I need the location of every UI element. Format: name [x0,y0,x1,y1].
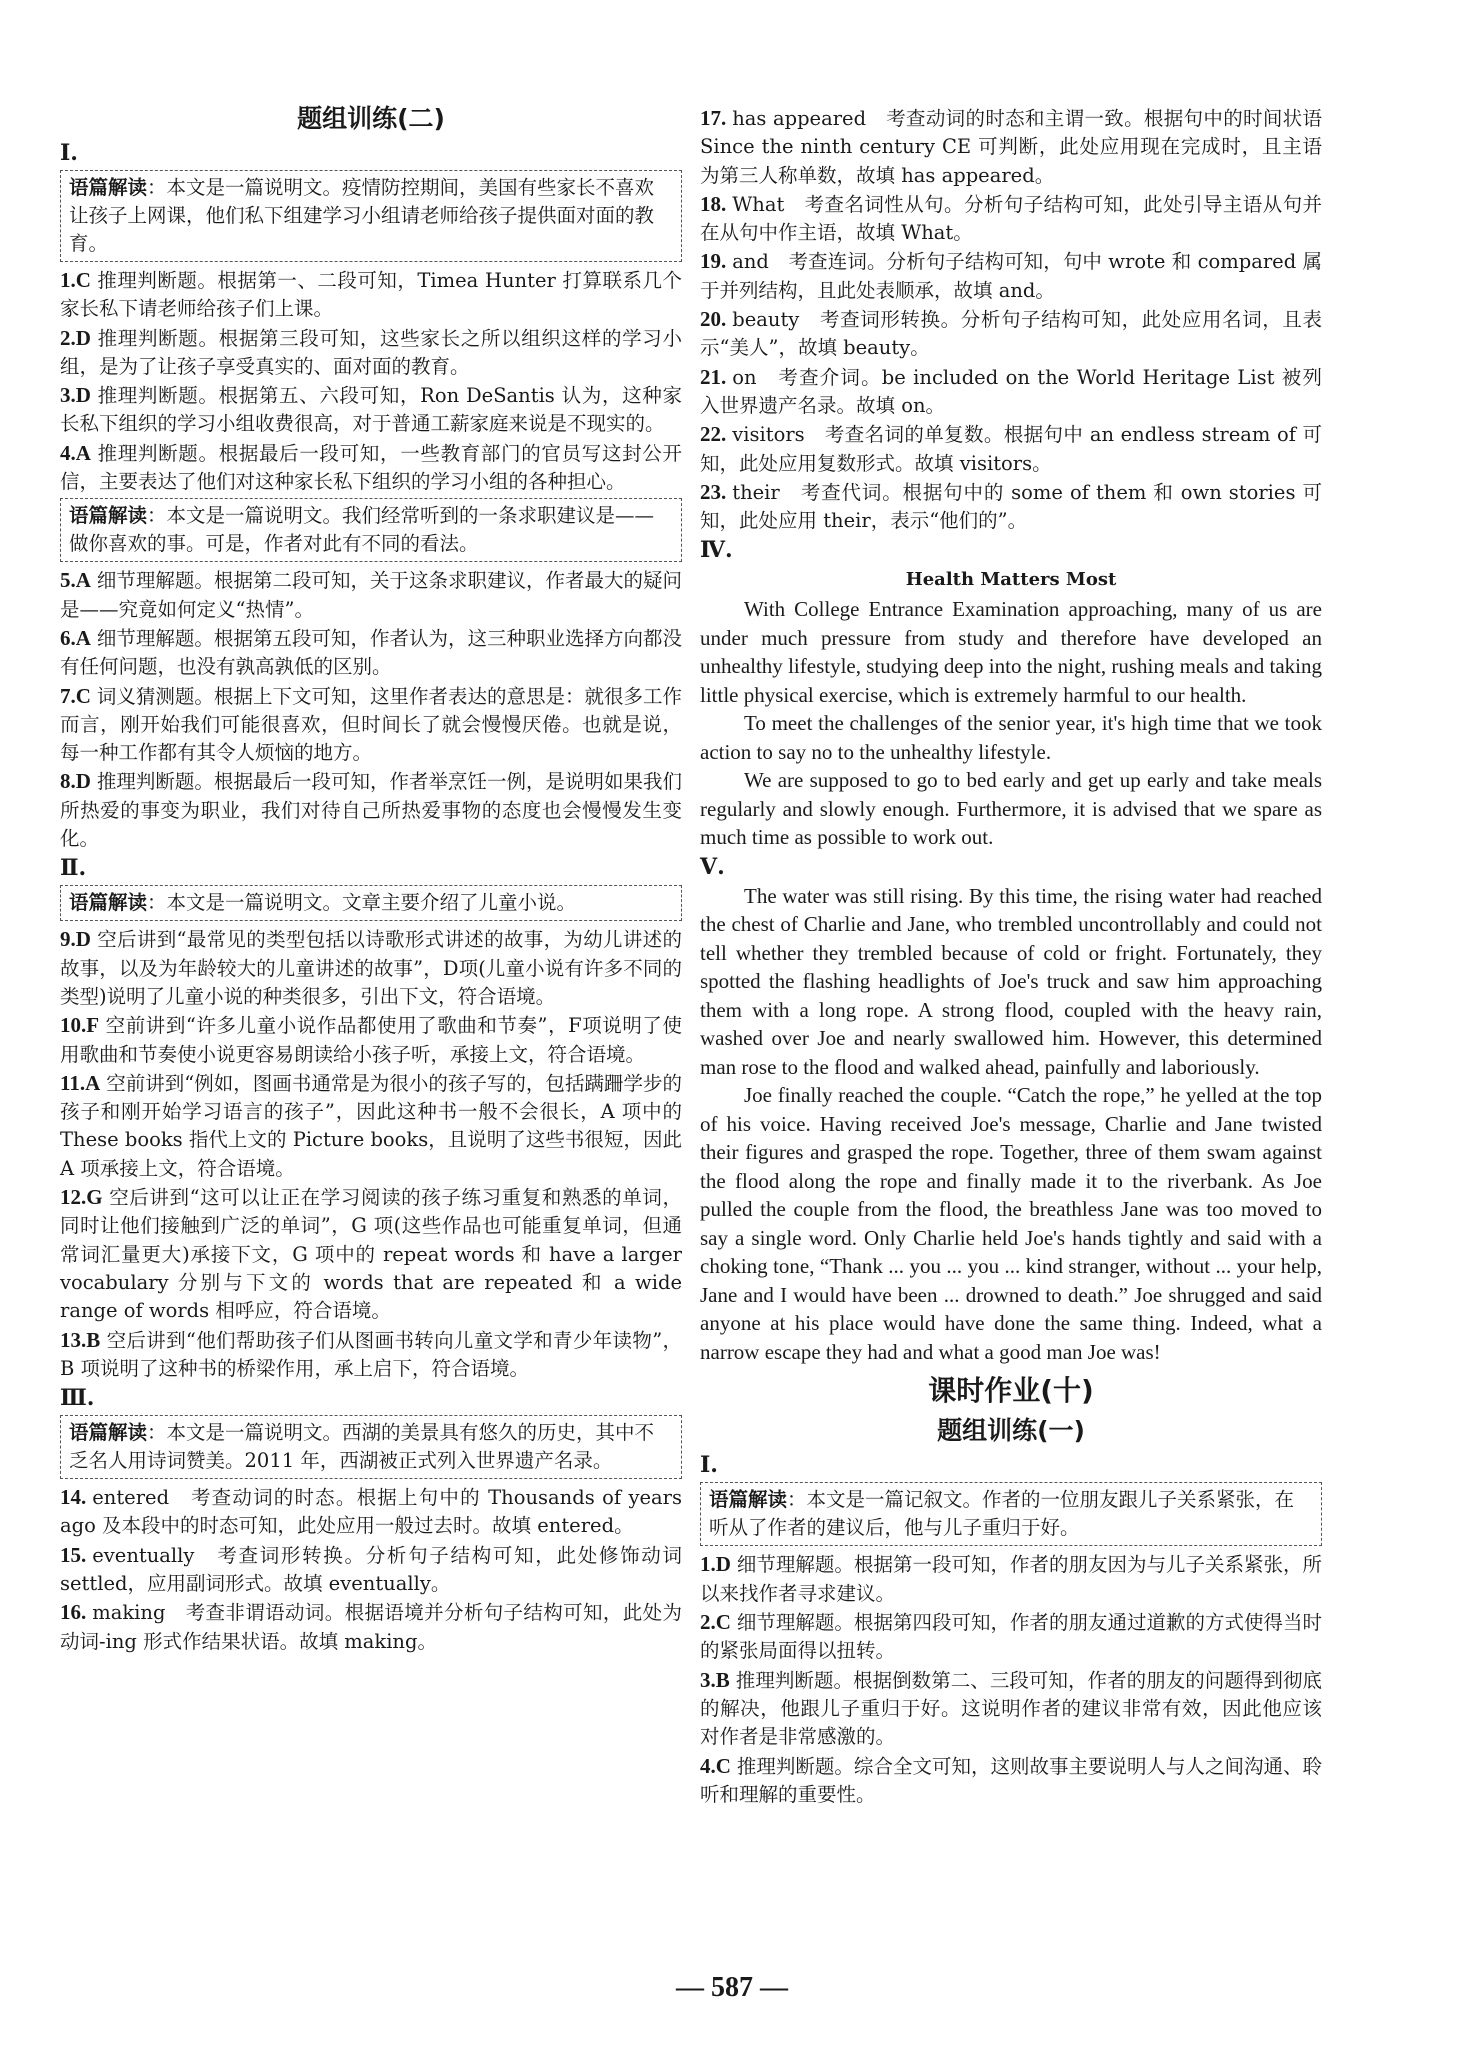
answer-number: 3.D [60,383,91,408]
answer-number: 16. [60,1600,87,1625]
answer-explanation: 推理判断题。根据倒数第二、三段可知，作者的朋友的问题得到彻底的解决，他跟儿子重归于好。这说明作者的建议非常有效，因此他应该对作者是非常感激的。 [700,1668,1322,1749]
answer-explanation: 空后讲到“最常见的类型包括以诗歌形式讲述的故事，为幼儿讲述的故事，以及为年龄较大的儿童讲述的故事”，D项(儿童小说有许多不同的类型)说明了儿童小说的种类很多，引出下文，符合语境。 [60,928,682,1008]
answer-number: 8.D [60,769,91,794]
answer-explanation: 推理判断题。根据最后一段可知，作者举烹饪一例，是说明如果我们所热爱的事变为职业，我们对待自己所热爱事物的态度也会慢慢发生变化。 [60,770,682,851]
answer-item [60,1598,682,1656]
essay-paragraph: To meet the challenges of the senior year, it's high time that we took action to say no to the unhealthy lifestyle. [700,711,1322,764]
answer-number: 13.B [60,1327,101,1352]
page-number: — 587 — [676,1972,788,2003]
answer-number: 2.C [700,1610,731,1635]
essay-paragraph: We are supposed to go to bed early and get up early and take meals regularly and slowly enough. Furthermore, it is advised that we spare as much time as possible to work out. [700,768,1322,850]
essay-paragraph: With College Entrance Examination approaching, many of us are under much pressure from study and therefore have developed an unhealthy lifestyle, studying deep into the night, rushing meals and taking little physical exercise, which is extremely harmful to our health. [700,597,1322,707]
answer-explanation: 推理判断题。根据第一、二段可知，Timea Hunter 打算联系几个家长私下请老师给孩子们上课。 [60,269,682,321]
answer-item [700,1550,1322,1608]
story-paragraph: The water was still rising. By this time, the rising water had reached the chest of Charlie and Jane, who trembled uncontrollably and could not tell whether they trembled because of cold or fright. Fortunately, they spotted the flashing headlights of Joe's truck and saw him approaching them with a long rope. A strong flood, coupled with the heavy rain, washed over Joe and nearly swallowed him. However, this determined man rose to the flood and walked ahead, painfully and laboriously. [700,883,1322,1079]
answer-explanation: 空前讲到“许多儿童小说作品都使用了歌曲和节奏”，F项说明了使用歌曲和节奏使小说更容易朗读给小孩子听，承接上文，符合语境。 [60,1014,682,1066]
summary-text: ：本文是一篇说明文。西湖的美景具有悠久的历史，其中不乏名人用诗词赞美。2011 年，西湖被正式列入世界遗产名录。 [69,1421,655,1473]
answer-number: 5.A [60,568,91,593]
answer-explanation: 推理判断题。根据最后一段可知，一些教育部门的官员写这封公开信，主要表达了他们对这种家长私下组织的学习小组的各种担心。 [60,441,682,494]
summary-text: ：本文是一篇说明文。我们经常听到的一条求职建议是——做你喜欢的事。可是，作者对此有不同的看法。 [69,504,655,556]
section-heading: 题组训练(二) [297,104,445,133]
answer-item [60,381,682,439]
answer-item [60,767,682,853]
answer-item [60,1483,682,1541]
answer-number: 1.D [700,1552,731,1577]
part-marker: Ⅴ. [700,853,725,880]
answer-explanation: 词义猜测题。根据上下文可知，这里作者表达的意思是：就很多工作而言，刚开始我们可能很喜欢，但时间长了就会慢慢厌倦。也就是说，每一种工作都有其令人烦恼的地方。 [60,684,682,765]
answer-explanation: making 考查非谓语动词。根据语境并分析句子结构可知，此处为动词-ing 形式作结果状语。故填 making。 [60,1601,682,1653]
answer-number: 19. [700,249,727,274]
answer-item [700,478,1322,536]
answer-item [700,363,1322,421]
essay-title: Health Matters Most [905,569,1117,591]
answer-number: 20. [700,307,727,332]
left-column [60,100,682,1656]
part-marker: Ⅰ. [700,1452,718,1479]
answer-number: 12.G [60,1185,103,1210]
summary-text: ：本文是一篇说明文。疫情防控期间，美国有些家长不喜欢让孩子上网课，他们私下组建学习小组请老师给孩子提供面对面的教育。 [69,176,655,255]
answer-explanation: 细节理解题。根据第五段可知，作者认为，这三种职业选择方向都没有任何问题，也没有孰高孰低的区别。 [60,626,682,679]
answer-number: 14. [60,1485,87,1510]
answer-item [60,682,682,768]
answer-item [60,266,682,324]
answer-number: 2.D [60,325,91,350]
answer-explanation: entered 考查动词的时态。根据上句中的 Thousands of years ago 及本段中的时态可知，此处应用一般过去时。故填 entered。 [60,1486,682,1538]
answer-item [60,624,682,682]
answer-number: 4.C [700,1753,731,1778]
section-heading: 课时作业(十) [928,1374,1094,1408]
answer-item [700,1608,1322,1666]
summary-label: 语篇解读 [69,1421,148,1445]
summary-label: 语篇解读 [69,891,148,915]
passage-summary-box [60,885,682,921]
answer-explanation: 推理判断题。根据第五、六段可知，Ron DeSantis 认为，这种家长私下组织的学习小组收费很高，对于普通工薪家庭来说是不现实的。 [60,384,682,436]
answer-number: 10.F [60,1013,100,1038]
answer-number: 17. [700,106,727,130]
answer-item [60,324,682,382]
answer-explanation: eventually 考查词形转换。分析句子结构可知，此处修饰动词 settled，应用副词形式。故填 eventually。 [60,1543,682,1595]
answer-item [60,925,682,1011]
answer-item [700,247,1322,305]
answer-number: 6.A [60,625,91,650]
story-paragraph: Joe finally reached the couple. “Catch the rope,” he yelled at the top of his voice. Having received Joe's message, Charlie and Jane twisted their figures and grasped the rope. Together, three of them swam against the flood along the rope and finally made it to the riverbank. As Joe pulled the couple from the flood, the breathless Jane was too moved to say a single word. Only Charlie held Joe's hands tightly and said with a choking tone, “Thank ... you ... you ... kind stranger, without ... your help, Jane and I would have been ... drowned to death.” Joe shrugged and said anyone at his place would have done the same thing. Indeed, what a narrow escape they had and what a good man Joe was! [700,1083,1322,1364]
answer-number: 3.B [700,1667,730,1692]
answer-item [60,566,682,624]
answer-number: 23. [700,479,727,504]
answer-number: 22. [700,422,727,447]
answer-number: 9.D [60,927,91,952]
part-marker: Ⅲ. [60,1385,95,1412]
answer-item [700,1666,1322,1752]
answer-explanation: 细节理解题。根据第四段可知，作者的朋友通过道歉的方式使得当时的紧张局面得以扭转。 [700,1611,1322,1663]
answer-explanation: 细节理解题。根据第一段可知，作者的朋友因为与儿子关系紧张，所以来找作者寻求建议。 [700,1553,1322,1605]
passage-summary-box [700,1482,1322,1546]
answer-number: 11.A [60,1070,101,1095]
answer-number: 7.C [60,683,91,708]
answer-explanation: 细节理解题。根据第二段可知，关于这条求职建议，作者最大的疑问是——究竟如何定义“热情”。 [60,569,682,621]
answer-item [60,1069,682,1183]
answer-number: 18. [700,191,727,216]
right-column [700,104,1322,1809]
part-marker: Ⅳ. [700,537,733,564]
answer-item [700,190,1322,248]
answer-explanation: and 考查连词。分析句子结构可知，句中 wrote 和 compared 属于并列结构，且此处表顺承，故填 and。 [700,250,1322,302]
part-marker: Ⅰ. [60,140,78,166]
answer-item [60,1011,682,1069]
passage-summary-box [60,170,682,262]
answer-explanation: 空前讲到“例如，图画书通常是为很小的孩子写的，包括蹒跚学步的孩子和刚开始学习语言的孩子”，因此这种书一般不会很长，A 项中的 These books 指代上文的 Picture books，且说明了这些书很短，因此 A 项承接上文，符合语境。 [60,1071,682,1180]
answer-number: 4.A [60,440,91,465]
answer-number: 15. [60,1542,87,1567]
answer-item [700,305,1322,363]
answer-explanation: What 考查名词性从句。分析句子结构可知，此处引导主语从句并在从句中作主语，故填 What。 [700,192,1322,245]
part-marker: Ⅱ. [60,855,87,882]
answer-item [700,420,1322,478]
summary-text: ：本文是一篇说明文。文章主要介绍了儿童小说。 [147,891,577,915]
answer-item [60,1541,682,1599]
summary-label: 语篇解读 [69,504,148,528]
answer-explanation: 空后讲到“他们帮助孩子们从图画书转向儿童文学和青少年读物”，B 项说明了这种书的桥梁作用，承上启下，符合语境。 [60,1328,682,1380]
answer-item [700,104,1322,190]
answer-item [700,1752,1322,1810]
answer-item [60,1326,682,1384]
summary-label: 语篇解读 [69,176,148,199]
answer-explanation: 推理判断题。根据第三段可知，这些家长之所以组织这样的学习小组，是为了让孩子享受真实的、面对面的教育。 [60,326,682,378]
passage-summary-box [60,498,682,562]
answer-explanation: 空后讲到“这可以让正在学习阅读的孩子练习重复和熟悉的单词，同时让他们接触到广泛的单词”，G 项(这些作品也可能重复单词，但通常词汇量更大)承接下文，G 项中的 repeat words 和 have a larger vocabulary 分别与下文的 words that are repeated 和 a wide range of words 相呼应，符合语境。 [60,1186,682,1323]
answer-item [60,439,682,497]
summary-label: 语篇解读 [709,1488,788,1512]
passage-summary-box [60,1415,682,1479]
answer-item [60,1183,682,1325]
answer-explanation: 推理判断题。综合全文可知，这则故事主要说明人与人之间沟通、聆听和理解的重要性。 [700,1754,1322,1806]
answer-explanation: beauty 考查词形转换。分析句子结构可知，此处应用名词，且表示“美人”，故填 beauty。 [700,308,1322,360]
summary-text: ：本文是一篇记叙文。作者的一位朋友跟儿子关系紧张，在听从了作者的建议后，他与儿子重归于好。 [709,1488,1295,1540]
section-heading: 题组训练(一) [937,1416,1085,1446]
answer-explanation: their 考查代词。根据句中的 some of them 和 own stories 可知，此处应用 their，表示“他们的”。 [700,480,1322,533]
answer-explanation: has appeared 考查动词的时态和主谓一致。根据句中的时间状语 Since the ninth century CE 可判断，此处应用现在完成时，且主语为第三人称单数，故填 has appeared。 [700,107,1322,187]
answer-number: 1.C [60,268,91,292]
answer-explanation: visitors 考查名词的单复数。根据句中 an endless stream of 可知，此处应用复数形式。故填 visitors。 [700,423,1322,475]
answer-number: 21. [700,364,727,389]
answer-explanation: on 考查介词。be included on the World Heritage List 被列入世界遗产名录。故填 on。 [700,365,1322,417]
